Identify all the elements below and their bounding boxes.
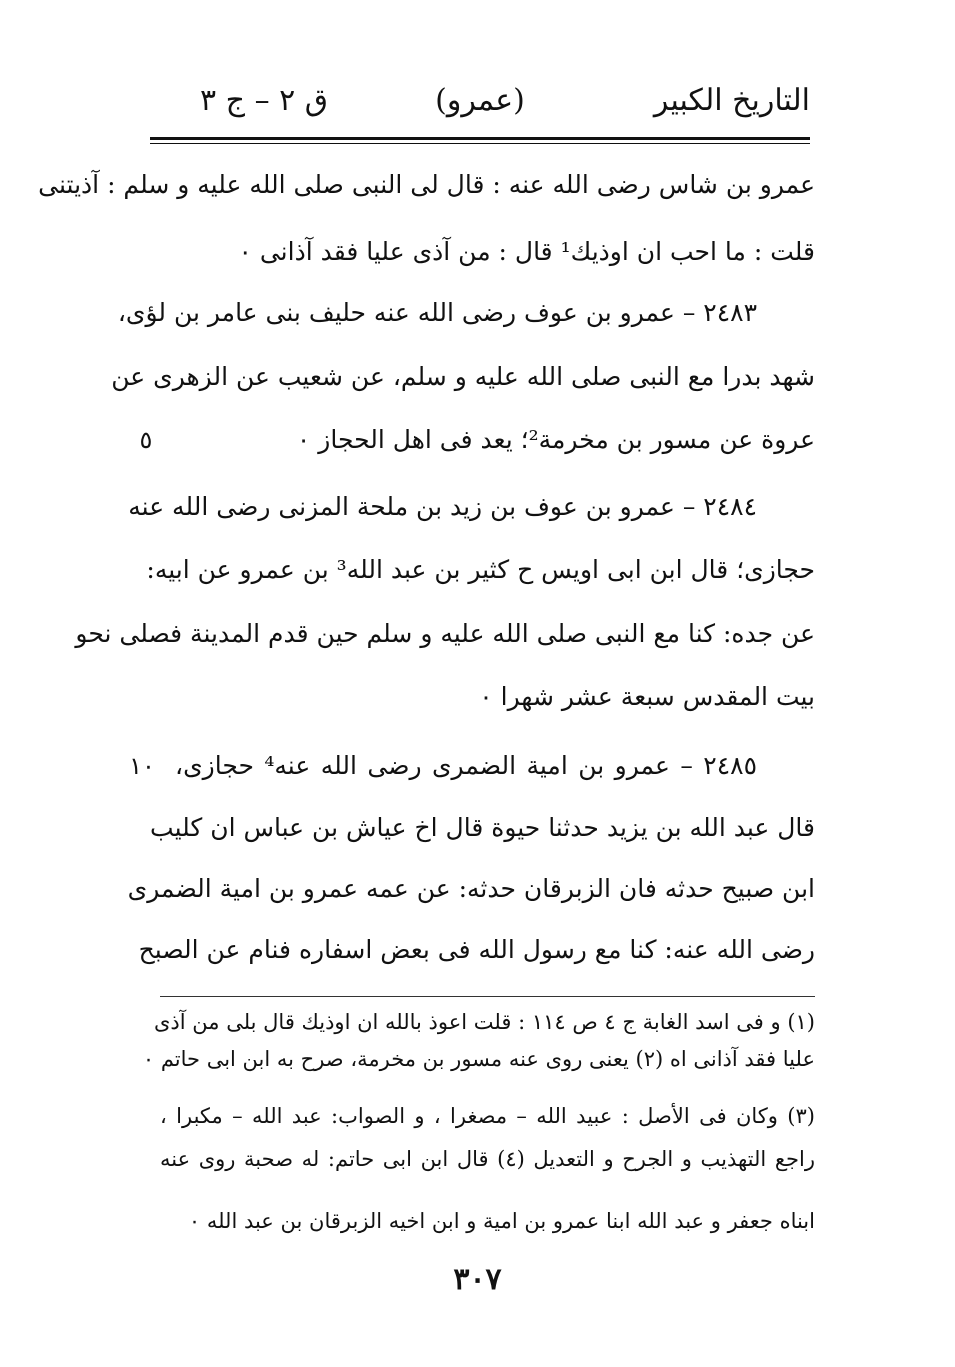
running-header — [150, 78, 810, 128]
footnote-line: عليا فقد آذانى اه (٢) يعنى روى عنه مسور بن مخرمة، صرح به ابن ابى حاتم ٠ — [142, 1047, 815, 1071]
footnote-line: ابناه جعفر و عبد الله ابنا عمرو بن امية و ابن اخيه الزبرقان بن عبد الله ٠ — [188, 1209, 815, 1233]
text-line: ابن صبيح حدثه فان الزبرقان حدثه: عن عمه عمرو بن امية الضمرى — [127, 874, 815, 903]
header-rule-thin — [150, 143, 810, 144]
header-section: (عمرو) — [435, 83, 525, 118]
margin-line-number-5: ٥ — [139, 426, 153, 454]
text-line: عن جده: كنا مع النبى صلى الله عليه و سلم حين قدم المدينة فصلى نحو — [75, 619, 815, 648]
text-line: عمرو بن شاس رضى الله عنه : قال لى النبى صلى الله عليه و سلم : آذيتنى — [38, 170, 815, 199]
header-part-volume: ق ٢ – ج ٣ — [200, 83, 329, 118]
entry-2483-heading: ٢٤٨٣ – عمرو بن عوف رضى الله عنه حليف بنى عامر بن لؤى، — [117, 298, 757, 327]
footnote-line: (١) و فى اسد الغابة ج ٤ ص ١١٤ : قلت اعوذ بالله ان اوذيك قال بلى من آذى — [153, 1010, 815, 1034]
page-number: ٣٠٧ — [453, 1262, 502, 1297]
text-line: عروة عن مسور بن مخرمة²؛ يعد فى اهل الحجاز ٠ — [296, 425, 815, 454]
text-line: قلت : ما احب ان اوذيك¹ قال : من آذى عليا فقد آذانى ٠ — [238, 237, 815, 266]
text-line: بيت المقدس سبعة عشر شهرا ٠ — [479, 682, 815, 711]
footnote-separator — [160, 996, 815, 997]
header-book-title: التاريخ الكبير — [653, 83, 810, 118]
footnote-line: (٣) وكان فى الأصل : عبيد الله – مصغرا ، و الصواب: عبد الله – مكبرا ، — [160, 1104, 815, 1128]
entry-2484-heading: ٢٤٨٤ – عمرو بن عوف بن زيد بن ملحة المزنى رضى الله عنه — [128, 492, 757, 521]
text-line: رضى الله عنه: كنا مع رسول الله فى بعض اسفاره فنام عن الصبح — [138, 935, 815, 964]
entry-2485-heading: ٢٤٨٥ – عمرو بن امية الضمرى رضى الله عنه⁴ حجازى، — [175, 751, 757, 780]
footnote-line: راجع التهذيب و الجرح و التعديل (٤) قال ابن ابى حاتم: له صحبة روى عنه — [160, 1147, 815, 1171]
header-rule-thick — [150, 137, 810, 140]
margin-line-number-10: ١٠ — [129, 752, 155, 780]
text-line: شهد بدرا مع النبى صلى الله عليه و سلم، عن شعيب عن الزهرى عن — [111, 362, 815, 391]
text-line: قال عبد الله بن يزيد حدثنا حيوة قال اخ عياش بن عباس ان كليب — [150, 813, 815, 842]
text-line: حجازى؛ قال ابن ابى اويس ح كثير بن عبد الله³ بن عمرو عن ابيه: — [146, 555, 815, 584]
